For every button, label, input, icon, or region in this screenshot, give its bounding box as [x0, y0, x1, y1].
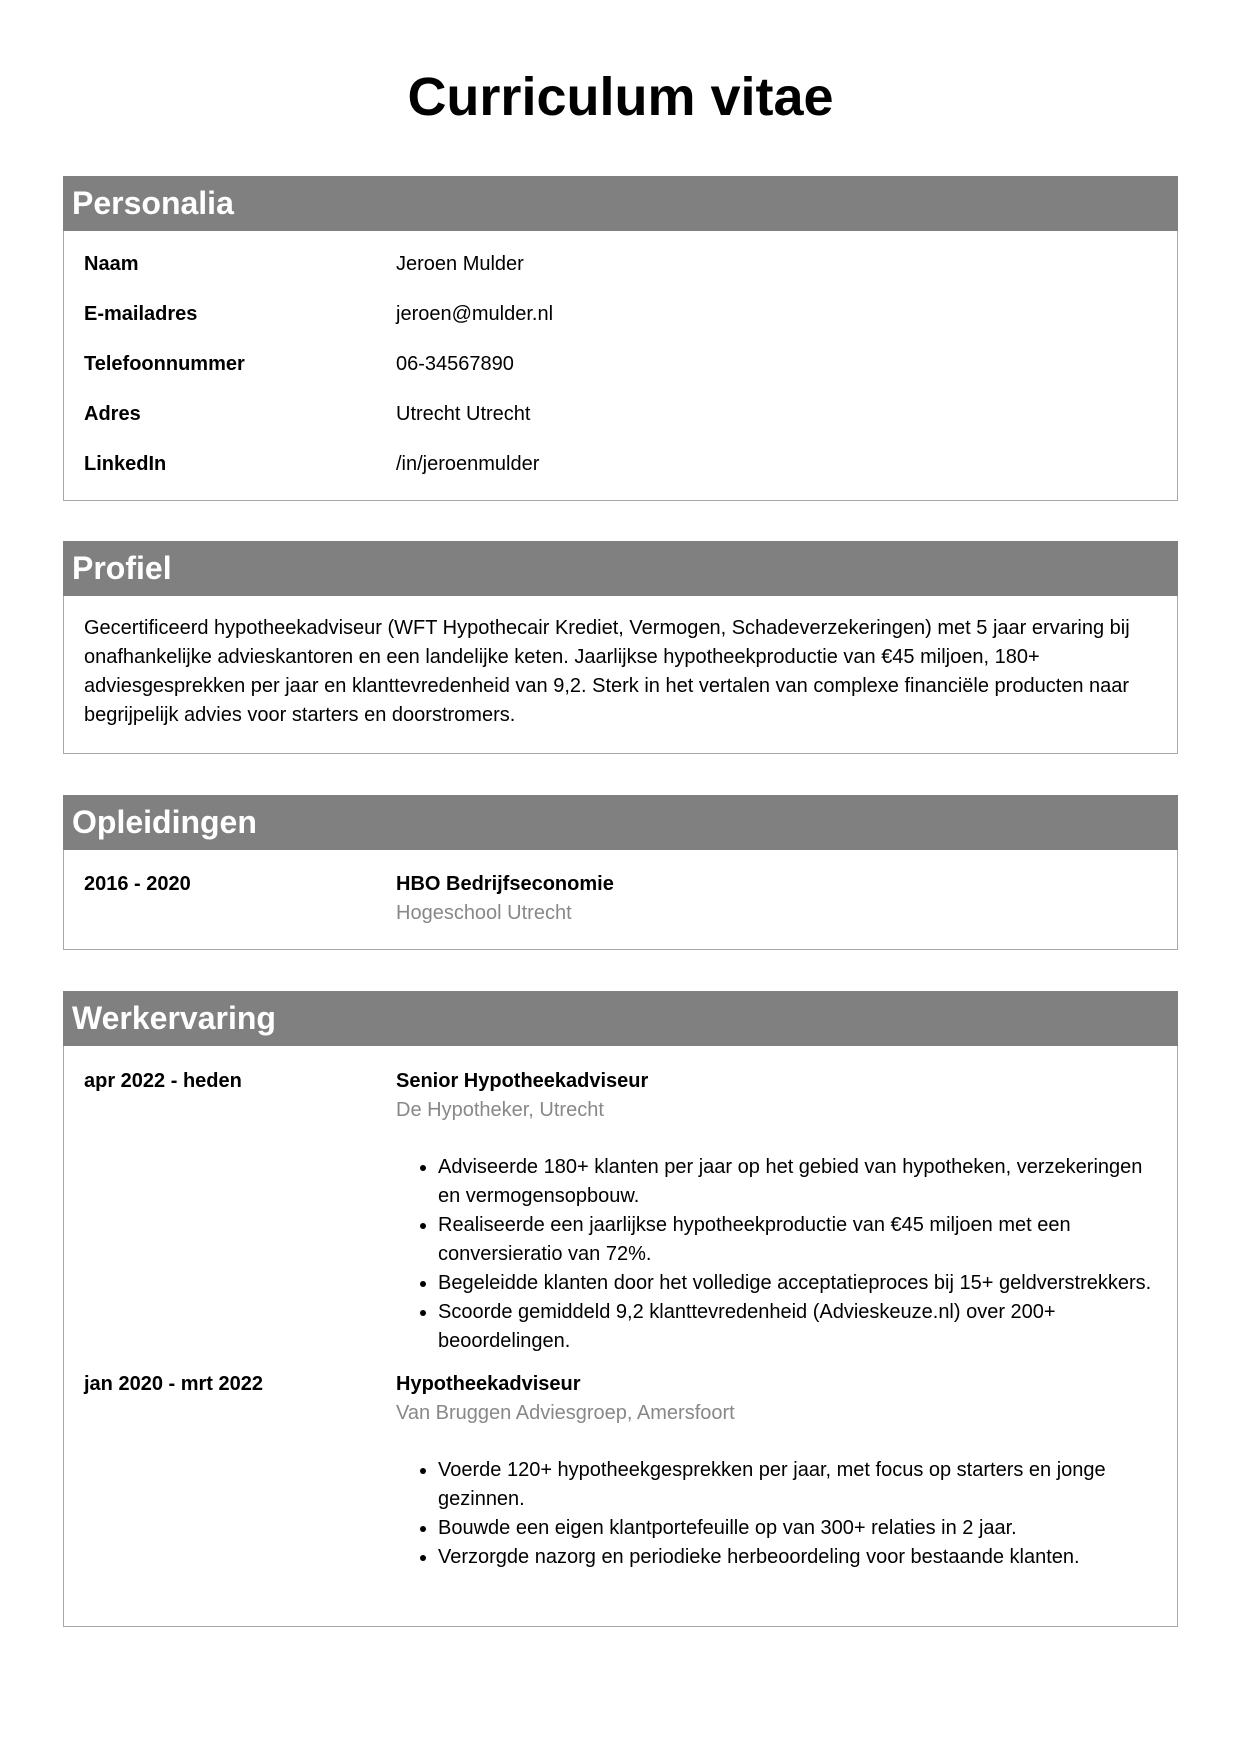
education-title: HBO Bedrijfseconomie — [396, 873, 614, 895]
section-heading: Profiel — [63, 541, 1178, 596]
personalia-row-email — [84, 289, 1157, 339]
list-item: • Bouwde een eigen klantportefeuille op van 300+ relaties in 2 jaar. — [438, 1514, 1157, 1543]
work-period: apr 2022 - heden — [84, 1070, 242, 1092]
section-heading: Personalia — [63, 176, 1178, 231]
work-bullets — [396, 1153, 1157, 1356]
work-entry — [84, 1067, 1157, 1356]
work-employer: De Hypotheker, Utrecht — [396, 1099, 604, 1121]
profile-text: Gecertificeerd hypotheekadviseur (WFT Hypothecair Krediet, Vermogen, Schadeverzekeringen) met 5 jaar ervaring bij onafhankelijke advieskantoren en een landelijke keten. Jaarlijkse hypotheekproductie van €45 miljoen, 180+ adviesgesprekken per jaar en klanttevredenheid van 9,2. Sterk in het vertalen van complexe financiële producten naar begrijpelijk advies voor starters en doorstromers. — [84, 617, 1130, 726]
section-heading: Werkervaring — [63, 991, 1178, 1046]
list-item: • Adviseerde 180+ klanten per jaar op het gebied van hypotheken, verzekeringen en vermogensopbouw. — [438, 1153, 1157, 1211]
field-value: Utrecht Utrecht — [396, 403, 531, 425]
field-value: Jeroen Mulder — [396, 253, 524, 275]
list-item: • Voerde 120+ hypotheekgesprekken per jaar, met focus op starters en jonge gezinnen. — [438, 1456, 1157, 1514]
work-title: Senior Hypotheekadviseur — [396, 1070, 649, 1092]
section-personalia — [63, 176, 1178, 501]
education-entry — [84, 870, 1157, 928]
work-period: jan 2020 - mrt 2022 — [84, 1373, 263, 1395]
work-employer: Van Bruggen Adviesgroep, Amersfoort — [396, 1402, 735, 1424]
list-item: • Begeleidde klanten door het volledige acceptatieproces bij 15+ geldverstrekkers. — [438, 1269, 1157, 1298]
personalia-row-name — [84, 239, 1157, 289]
page-title: Curriculum vitae — [407, 67, 834, 127]
field-label: Telefoonnummer — [84, 353, 245, 375]
field-value: 06-34567890 — [396, 353, 514, 375]
section-profiel — [63, 541, 1178, 754]
field-label: E-mailadres — [84, 303, 198, 325]
list-item: • Realiseerde een jaarlijkse hypotheekproductie van €45 miljoen met een conversieratio van 72%. — [438, 1211, 1157, 1269]
personalia-row-linkedin — [84, 439, 1157, 489]
field-value: jeroen@mulder.nl — [396, 303, 554, 325]
personalia-row-address — [84, 389, 1157, 439]
education-institution: Hogeschool Utrecht — [396, 902, 572, 924]
field-label: Naam — [84, 253, 139, 275]
list-item: • Scoorde gemiddeld 9,2 klanttevredenheid (Advieskeuze.nl) over 200+ beoordelingen. — [438, 1298, 1157, 1356]
work-entry — [84, 1370, 1157, 1572]
field-value: /in/jeroenmulder — [396, 453, 540, 475]
education-period: 2016 - 2020 — [84, 873, 191, 895]
work-bullets — [396, 1456, 1157, 1572]
work-title: Hypotheekadviseur — [396, 1373, 581, 1395]
section-opleidingen — [63, 795, 1178, 950]
personalia-row-phone — [84, 339, 1157, 389]
list-item: • Verzorgde nazorg en periodieke herbeoordeling voor bestaande klanten. — [438, 1543, 1157, 1572]
section-werkervaring — [63, 991, 1178, 1627]
section-heading: Opleidingen — [63, 795, 1178, 850]
field-label: LinkedIn — [84, 453, 167, 475]
field-label: Adres — [84, 403, 141, 425]
